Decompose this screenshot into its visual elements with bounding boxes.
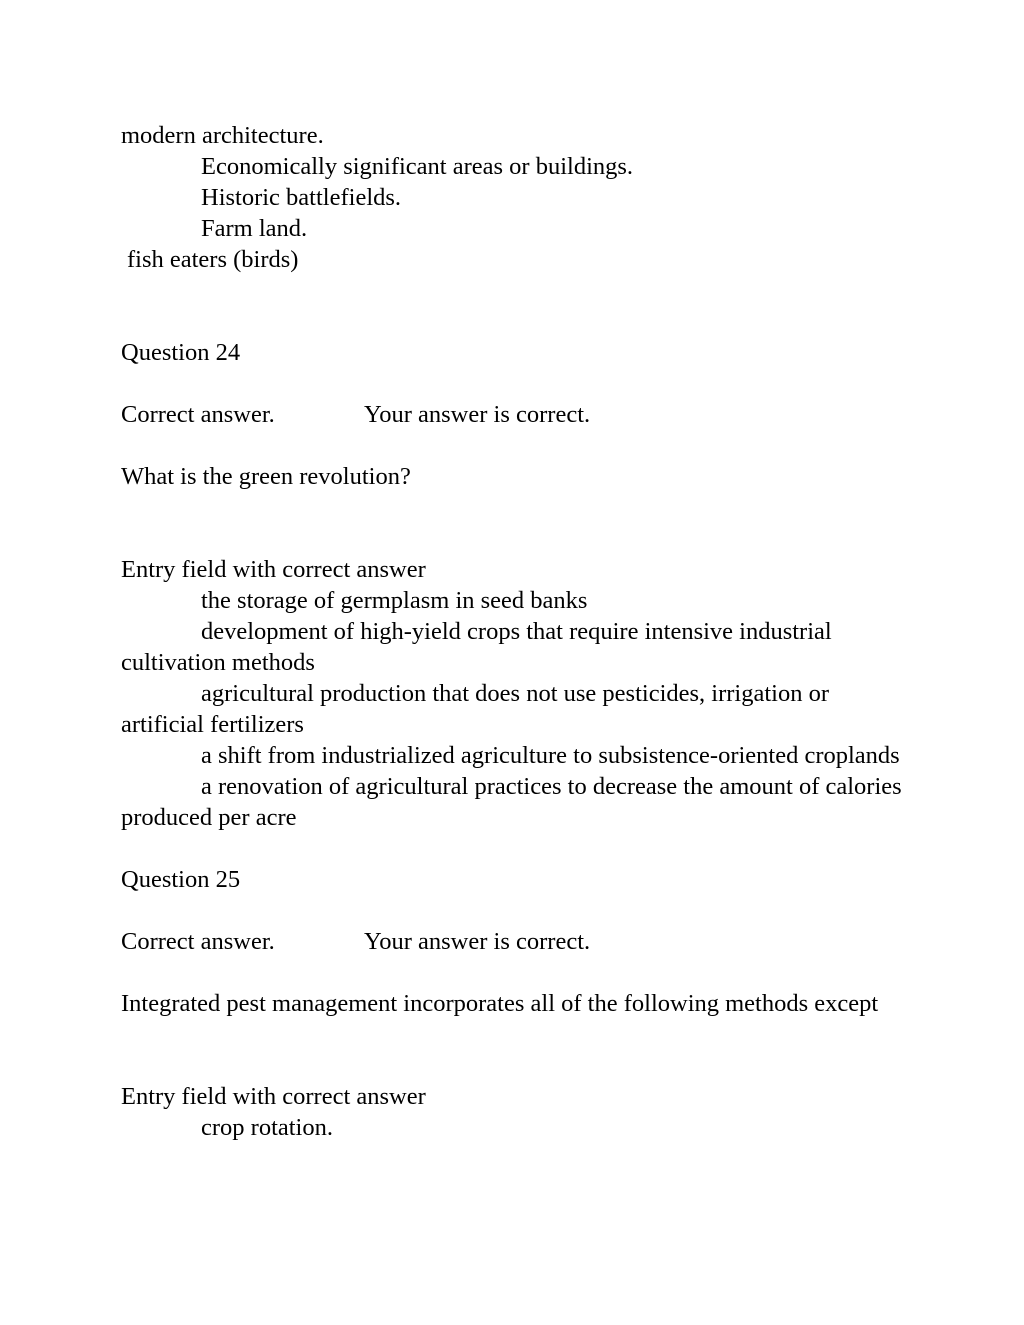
status-text: Your answer is correct. bbox=[364, 401, 591, 428]
option-text: fish eaters (birds) bbox=[127, 246, 299, 273]
question-heading: Question 24 bbox=[121, 339, 241, 366]
option-text: Historic battlefields. bbox=[201, 184, 402, 211]
question-prompt: What is the green revolution? bbox=[121, 463, 411, 490]
status-label: Correct answer. bbox=[121, 928, 275, 955]
answer-option: crop rotation. bbox=[201, 1114, 333, 1141]
answer-option: agricultural production that does not use pesticides, irrigation or artificial fertilizers bbox=[121, 680, 836, 738]
status-label: Correct answer. bbox=[121, 401, 275, 428]
answer-option: development of high-yield crops that require intensive industrial cultivation methods bbox=[121, 618, 838, 676]
status-text: Your answer is correct. bbox=[364, 928, 591, 955]
answer-option: a shift from industrialized agriculture to subsistence-oriented croplands bbox=[201, 742, 900, 769]
answer-option: a renovation of agricultural practices to decrease the amount of calories produced per acre bbox=[121, 773, 908, 831]
answer-status bbox=[121, 399, 911, 430]
question-heading: Question 25 bbox=[121, 866, 241, 893]
entry-field-label: Entry field with correct answer bbox=[121, 1083, 426, 1110]
question-prompt: Integrated pest management incorporates all of the following methods except bbox=[121, 990, 879, 1017]
option-text: Farm land. bbox=[201, 215, 308, 242]
entry-field-label: Entry field with correct answer bbox=[121, 556, 426, 583]
answer-option: the storage of germplasm in seed banks bbox=[201, 587, 588, 614]
answer-status bbox=[121, 926, 911, 957]
option-text: modern architecture. bbox=[121, 122, 324, 149]
option-text: Economically significant areas or buildings. bbox=[201, 153, 634, 180]
document-page bbox=[121, 120, 911, 1143]
